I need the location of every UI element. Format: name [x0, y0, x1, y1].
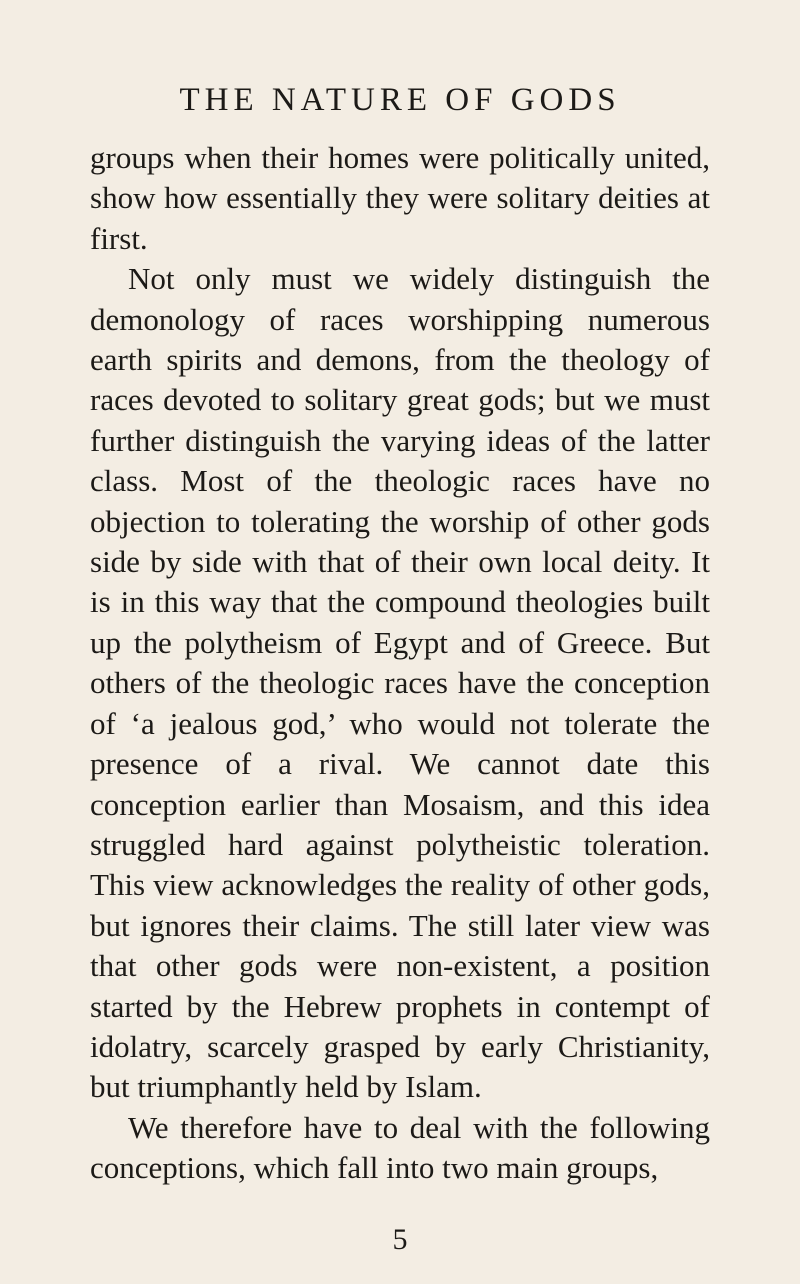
paragraph-conceptions: We therefore have to deal with the following conceptions, which fall into two main groups, [90, 1109, 710, 1186]
paragraph-continuation: groups when their homes were politically united, show how essentially they were solitary deities at first. [90, 140, 710, 256]
paragraph-theologic-races: Not only must we widely distinguish the demonology of races worshipping numerous earth spirits and demons, from the theology of races devoted to solitary great gods; but we must further distinguish the varying ideas of the latter class. Most of the theologic races have no objection to tolerating the worship of other gods side by side with that of their own local deity. It is in this way that the compound theologies built up the polytheism of Egypt and of Greece. But others of the theologic races have the conception of ‘a jealous god,’ who would not tolerate the presence of a rival. We cannot date this conception earlier than Mosaism, and this idea struggled hard against polytheistic toleration. This view acknowledges the reality of other gods, but ignores their claims. The still later view was that other gods were non-existent, a position started by the Hebrew prophets in contempt of idolatry, scarcely grasped by early Christianity, but triumphantly held by Islam. [90, 261, 710, 1105]
running-head: THE NATURE OF GODS [179, 82, 621, 118]
body-text [90, 138, 710, 1189]
page-number: 5 [392, 1223, 408, 1256]
